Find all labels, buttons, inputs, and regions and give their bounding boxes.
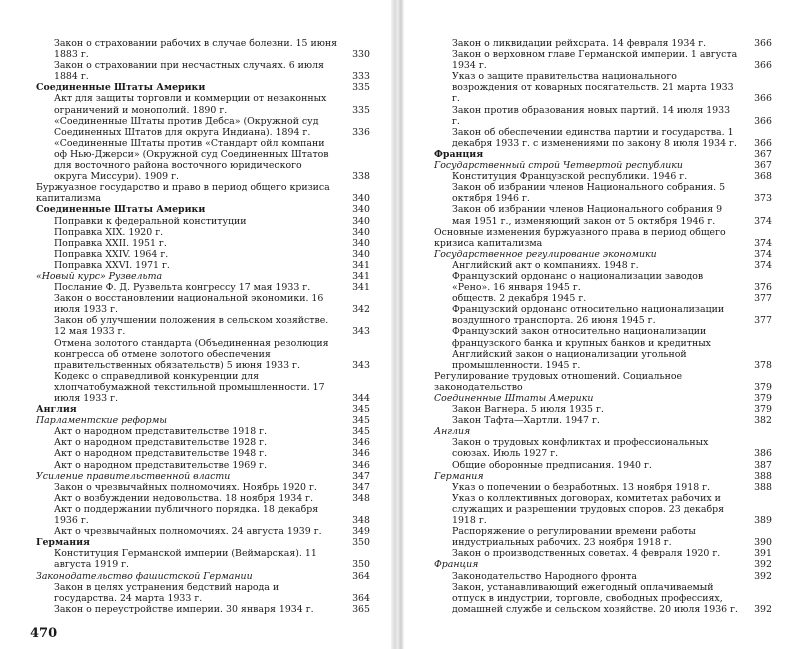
toc-entry-title: Акт о народном представительстве 1928 г.: [54, 437, 268, 449]
toc-entry-page: 365: [352, 603, 370, 615]
toc-entry: [434, 182, 774, 204]
toc-entry-page: 349: [352, 526, 370, 538]
toc-entry-page: 341: [352, 282, 370, 294]
toc-entry-title: Французский ордонанс относительно национализации воздушного транспорта. 26 июня 1945 г.: [452, 304, 725, 327]
toc-entry-page: 367: [754, 160, 772, 172]
toc-entry-page: 374: [754, 215, 772, 227]
toc-entry-title: Закон о страховании рабочих в случае болезни. 15 июня 1883 г.: [54, 38, 338, 61]
toc-entry-page: 347: [352, 470, 370, 482]
toc-entry-page: 344: [352, 393, 370, 404]
toc-entry-page: 345: [352, 404, 370, 416]
toc-entry-page: 340: [352, 204, 370, 216]
toc-entry-page: 392: [754, 559, 772, 571]
left-toc-list: [36, 38, 372, 615]
toc-entry-title: Регулирование трудовых отношений. Социальное законодательство: [434, 370, 683, 393]
toc-entry-title: Отмена золотого стандарта (Объединенная резолюция конгресса об отмене золотого обеспечения правительственных обязательств) 5 июня 1933 г.: [54, 337, 329, 371]
toc-entry-title: Закон о страховании при несчастных случаях. 6 июля 1884 г.: [54, 60, 324, 83]
toc-entry-page: 388: [754, 481, 772, 493]
toc-entry-title: Французский ордонанс о национализации заводов «Рено». 16 января 1945 г.: [452, 270, 704, 294]
toc-entry-title: Французский закон относительно национализации французского банка и крупных банков и кредитных Английский закон о национализации угольной промышленности. 1945 г.: [452, 326, 711, 371]
toc-entry-title: Кодекс о справедливой конкуренции для хлопчатобумажной текстильной промышленности. 17 июля 1933 г.: [54, 370, 325, 404]
toc-entry: [434, 49, 774, 71]
toc-entry-title: Закон Вагнера. 5 июля 1935 г.: [452, 404, 604, 416]
toc-entry-page: 367: [754, 148, 772, 160]
toc-entry: [36, 60, 372, 82]
toc-entry-page: 340: [352, 193, 370, 205]
toc-entry-page: 330: [352, 49, 370, 61]
toc-entry-title: Поправка XXIV. 1964 г.: [54, 248, 169, 260]
toc-entry-title: Закон о чрезвычайных полномочиях. Ноябрь 1920 г.: [54, 481, 317, 493]
toc-entry: [36, 404, 372, 415]
toc-entry: [36, 426, 372, 437]
toc-entry-title: обществ. 2 декабря 1945 г.: [452, 293, 587, 305]
toc-entry: [36, 216, 372, 227]
toc-entry-page: 379: [754, 393, 772, 404]
toc-entry: [434, 437, 774, 459]
toc-entry: [434, 582, 774, 615]
toc-entry-title: Соединенные Штаты Америки: [434, 393, 594, 404]
toc-entry: [434, 371, 774, 393]
toc-entry-title: Английский акт о компаниях. 1948 г.: [452, 259, 639, 271]
toc-entry-page: 391: [754, 548, 772, 560]
toc-entry: [36, 260, 372, 271]
toc-entry-page: 392: [754, 570, 772, 582]
toc-entry-title: «Соединенные Штаты против Дебса» (Окружной суд Соединенных Штатов для округа Индиана). 1894 г.: [54, 115, 319, 138]
toc-entry-title: Закон против образования новых партий. 14 июля 1933 г.: [452, 104, 731, 127]
toc-entry-page: 341: [352, 270, 370, 282]
toc-entry-page: 377: [754, 315, 772, 327]
toc-entry-page: 368: [754, 171, 772, 183]
toc-entry-page: 373: [754, 193, 772, 205]
toc-entry-title: Общие оборонные предписания. 1940 г.: [452, 459, 652, 471]
toc-entry: [434, 415, 774, 426]
toc-entry-title: Указ о попечении о безработных. 13 ноября 1918 г.: [452, 481, 711, 493]
right-page: [404, 0, 800, 649]
toc-entry-page: 390: [754, 537, 772, 549]
toc-entry: [36, 82, 372, 93]
toc-entry-title: Указ о защите правительства национального возрождения от коварных посягательств. 21 марта 1933 г.: [452, 71, 734, 105]
toc-entry: [36, 293, 372, 315]
toc-entry-title: Закон об избрании членов Национального собрания. 5 октября 1946 г.: [452, 182, 726, 205]
toc-entry-title: Закон Тафта—Хартли. 1947 г.: [452, 415, 600, 427]
toc-entry-page: 389: [754, 515, 772, 527]
toc-entry-title: «Новый курс» Рузвельта: [36, 270, 163, 282]
toc-entry-title: Акт о народном представительстве 1969 г.: [54, 459, 268, 471]
toc-entry: [434, 393, 774, 404]
toc-entry-page: 376: [754, 282, 772, 294]
toc-entry: [434, 426, 774, 437]
toc-entry-title: Англия: [434, 426, 471, 438]
toc-entry: [36, 371, 372, 404]
toc-entry-page: 340: [352, 215, 370, 227]
toc-entry-title: Акт для защиты торговли и коммерции от незаконных ограничений и монополий. 1890 г.: [54, 93, 327, 116]
toc-entry-title: Поправка XIX. 1920 г.: [54, 226, 164, 238]
toc-entry-page: 350: [352, 559, 370, 571]
toc-entry: [434, 326, 774, 370]
toc-entry: [434, 105, 774, 127]
toc-entry-page: 340: [352, 248, 370, 260]
left-page: [0, 0, 396, 649]
toc-entry-page: 343: [352, 326, 370, 338]
toc-entry: [36, 227, 372, 238]
toc-entry-title: Парламентские реформы: [36, 415, 168, 427]
toc-entry-page: 338: [352, 171, 370, 183]
toc-entry-page: 340: [352, 237, 370, 249]
toc-entry: [434, 548, 774, 559]
toc-entry: [434, 571, 774, 582]
toc-entry-title: Закон о трудовых конфликтах и профессиональных союзах. Июль 1927 г.: [452, 437, 709, 460]
toc-entry: [434, 293, 774, 304]
toc-entry-title: Закон об обеспечении единства партии и государства. 1 декабря 1933 г. с изменениями по закону 8 июля 1934 г.: [452, 126, 737, 149]
toc-entry-title: Государственный строй Четвертой республики: [434, 160, 683, 172]
toc-entry: [434, 304, 774, 326]
toc-entry: [434, 160, 774, 171]
toc-entry-title: Указ о коллективных договорах, комитетах рабочих и служащих и разрешении трудовых споров. 23 декабря 1918 г.: [452, 492, 725, 527]
toc-entry: [36, 460, 372, 471]
toc-entry-title: Закон в целях устранения бедствий народа и государства. 24 марта 1933 г.: [54, 581, 280, 604]
toc-entry-title: Распоряжение о регулировании времени работы индустриальных рабочих. 23 ноября 1918 г.: [452, 526, 696, 549]
toc-entry-page: 392: [754, 603, 772, 615]
toc-entry-page: 346: [352, 459, 370, 471]
toc-entry-page: 346: [352, 437, 370, 449]
toc-entry: [36, 437, 372, 448]
toc-entry-page: 336: [352, 126, 370, 138]
toc-entry: [36, 415, 372, 426]
toc-entry: [36, 604, 372, 615]
toc-entry-title: Соединенные Штаты Америки: [36, 204, 206, 216]
toc-entry-page: 366: [754, 93, 772, 105]
toc-entry-title: Англия: [36, 404, 77, 416]
toc-entry-page: 377: [754, 293, 772, 305]
toc-entry: [36, 238, 372, 249]
toc-entry-title: Закон о ликвидации рейхсрата. 14 февраля 1934 г.: [452, 38, 707, 49]
toc-entry: [434, 559, 774, 570]
toc-entry: [36, 249, 372, 260]
toc-entry-title: Акт о поддержании публичного порядка. 18 декабря 1936 г.: [54, 503, 319, 527]
toc-entry-page: 350: [352, 537, 370, 549]
toc-entry: [434, 404, 774, 415]
toc-entry: [36, 204, 372, 215]
toc-entry: [36, 448, 372, 459]
toc-entry: [434, 227, 774, 249]
toc-entry-title: Соединенные Штаты Америки: [36, 82, 206, 94]
toc-entry: [36, 315, 372, 337]
toc-entry: [434, 249, 774, 260]
toc-entry-page: 379: [754, 404, 772, 416]
toc-entry: [434, 171, 774, 182]
toc-entry-title: Законодательство Народного фронта: [452, 570, 637, 582]
toc-entry-title: «Соединенные Штаты против «Стандарт ойл компани оф Нью-Джерси» (Окружной суд Соединенных Штатов для восточного района восточного юридического округа Миссури). 1909 г.: [54, 137, 329, 183]
toc-entry: [36, 537, 372, 548]
toc-entry-title: Государственное регулирование экономики: [434, 248, 657, 260]
toc-entry: [36, 116, 372, 138]
toc-entry: [434, 204, 774, 226]
toc-entry-title: Акт о чрезвычайных полномочиях. 24 августа 1939 г.: [54, 526, 322, 538]
toc-entry: [36, 493, 372, 504]
toc-entry: [434, 482, 774, 493]
toc-entry: [36, 504, 372, 526]
toc-entry-title: Конституция Французской республики. 1946 г.: [452, 171, 688, 183]
toc-entry-page: 343: [352, 359, 370, 371]
toc-entry-title: Закон, устанавливающий ежегодный оплачиваемый отпуск в индустрии, торговле, свободных профессиях, домашней службе и сельском хозяйстве. 20 июля 1936 г.: [452, 581, 739, 615]
toc-entry-title: Франция: [434, 559, 479, 571]
right-toc-list: [434, 38, 774, 615]
toc-entry: [36, 38, 372, 60]
toc-entry-page: 374: [754, 259, 772, 271]
toc-entry: [434, 526, 774, 548]
toc-entry: [434, 471, 774, 482]
toc-entry: [36, 582, 372, 604]
toc-entry-page: 346: [352, 448, 370, 460]
toc-entry-title: Закон о восстановлении национальной экономики. 16 июля 1933 г.: [54, 293, 324, 316]
toc-entry-page: 342: [352, 304, 370, 316]
toc-entry-title: Акт о возбуждении недовольства. 18 ноября 1934 г.: [54, 492, 314, 504]
toc-entry-title: Германия: [36, 537, 90, 549]
toc-entry-page: 341: [352, 259, 370, 271]
toc-entry-title: Законодательство фашистской Германии: [36, 570, 253, 582]
toc-entry-page: 364: [352, 570, 370, 582]
toc-entry-page: 348: [352, 492, 370, 504]
toc-entry: [36, 338, 372, 371]
toc-entry-page: 388: [754, 470, 772, 482]
toc-entry: [36, 138, 372, 182]
toc-entry-title: Германия: [434, 470, 484, 482]
toc-entry-title: Закон об избрании членов Национального собрания 9 мая 1951 г., изменяющий закон от 5 октября 1946 г.: [452, 204, 723, 227]
toc-entry-page: 366: [754, 38, 772, 49]
toc-entry-title: Поправки к федеральной конституции: [54, 215, 247, 227]
toc-entry-page: 387: [754, 459, 772, 471]
toc-entry-title: Закон о производственных советах. 4 февраля 1920 г.: [452, 548, 721, 560]
toc-entry: [36, 482, 372, 493]
toc-entry: [36, 93, 372, 115]
toc-entry-page: 345: [352, 426, 370, 438]
toc-entry-page: 340: [352, 226, 370, 238]
toc-entry: [434, 260, 774, 271]
toc-entry: [36, 471, 372, 482]
toc-entry-page: 382: [754, 415, 772, 427]
toc-entry-page: 366: [754, 137, 772, 149]
toc-entry-page: 335: [352, 104, 370, 116]
toc-entry-page: 335: [352, 82, 370, 94]
toc-entry-title: Основные изменения буржуазного права в период общего кризиса капитализма: [434, 226, 726, 249]
toc-entry: [434, 127, 774, 149]
toc-entry: [434, 271, 774, 293]
toc-entry: [36, 282, 372, 293]
toc-entry: [36, 571, 372, 582]
toc-entry-title: Послание Ф. Д. Рузвельта конгрессу 17 мая 1933 г.: [54, 282, 311, 294]
toc-entry-title: Франция: [434, 148, 484, 160]
toc-entry-title: Закон об улучшении положения в сельском хозяйстве. 12 мая 1933 г.: [54, 315, 329, 338]
toc-entry: [36, 271, 372, 282]
toc-entry-page: 386: [754, 448, 772, 460]
toc-entry: [36, 182, 372, 204]
toc-entry: [36, 526, 372, 537]
toc-entry-page: 348: [352, 515, 370, 527]
book-gutter: [391, 0, 404, 649]
toc-entry-title: Акт о народном представительстве 1948 г.: [54, 448, 268, 460]
toc-entry-title: Закон о верховном главе Германской империи. 1 августа 1934 г.: [452, 49, 738, 72]
toc-entry-title: Поправка XXII. 1951 г.: [54, 237, 167, 249]
toc-entry-page: 347: [352, 481, 370, 493]
toc-entry-title: Конституция Германской империи (Веймарская). 11 августа 1919 г.: [54, 548, 317, 571]
toc-entry: [434, 460, 774, 471]
toc-entry-page: 374: [754, 248, 772, 260]
toc-entry: [36, 548, 372, 570]
toc-entry-page: 378: [754, 359, 772, 371]
toc-entry-title: Усиление правительственной власти: [36, 470, 231, 482]
toc-entry-title: Буржуазное государство и право в период общего кризиса капитализма: [36, 182, 330, 205]
toc-entry: [434, 71, 774, 104]
toc-entry-page: 366: [754, 115, 772, 127]
toc-entry-title: Поправка XXVI. 1971 г.: [54, 259, 170, 271]
toc-entry-page: 366: [754, 60, 772, 72]
toc-entry-page: 364: [352, 592, 370, 604]
toc-entry: [434, 493, 774, 526]
toc-entry-page: 374: [754, 237, 772, 249]
toc-entry-page: 379: [754, 381, 772, 393]
page-number: 470: [30, 626, 58, 641]
toc-entry-page: 345: [352, 415, 370, 427]
toc-entry: [434, 38, 774, 49]
toc-entry-title: Акт о народном представительстве 1918 г.: [54, 426, 268, 438]
toc-entry: [434, 149, 774, 160]
toc-entry-title: Закон о переустройстве империи. 30 января 1934 г.: [54, 603, 314, 615]
toc-entry-page: 333: [352, 71, 370, 83]
